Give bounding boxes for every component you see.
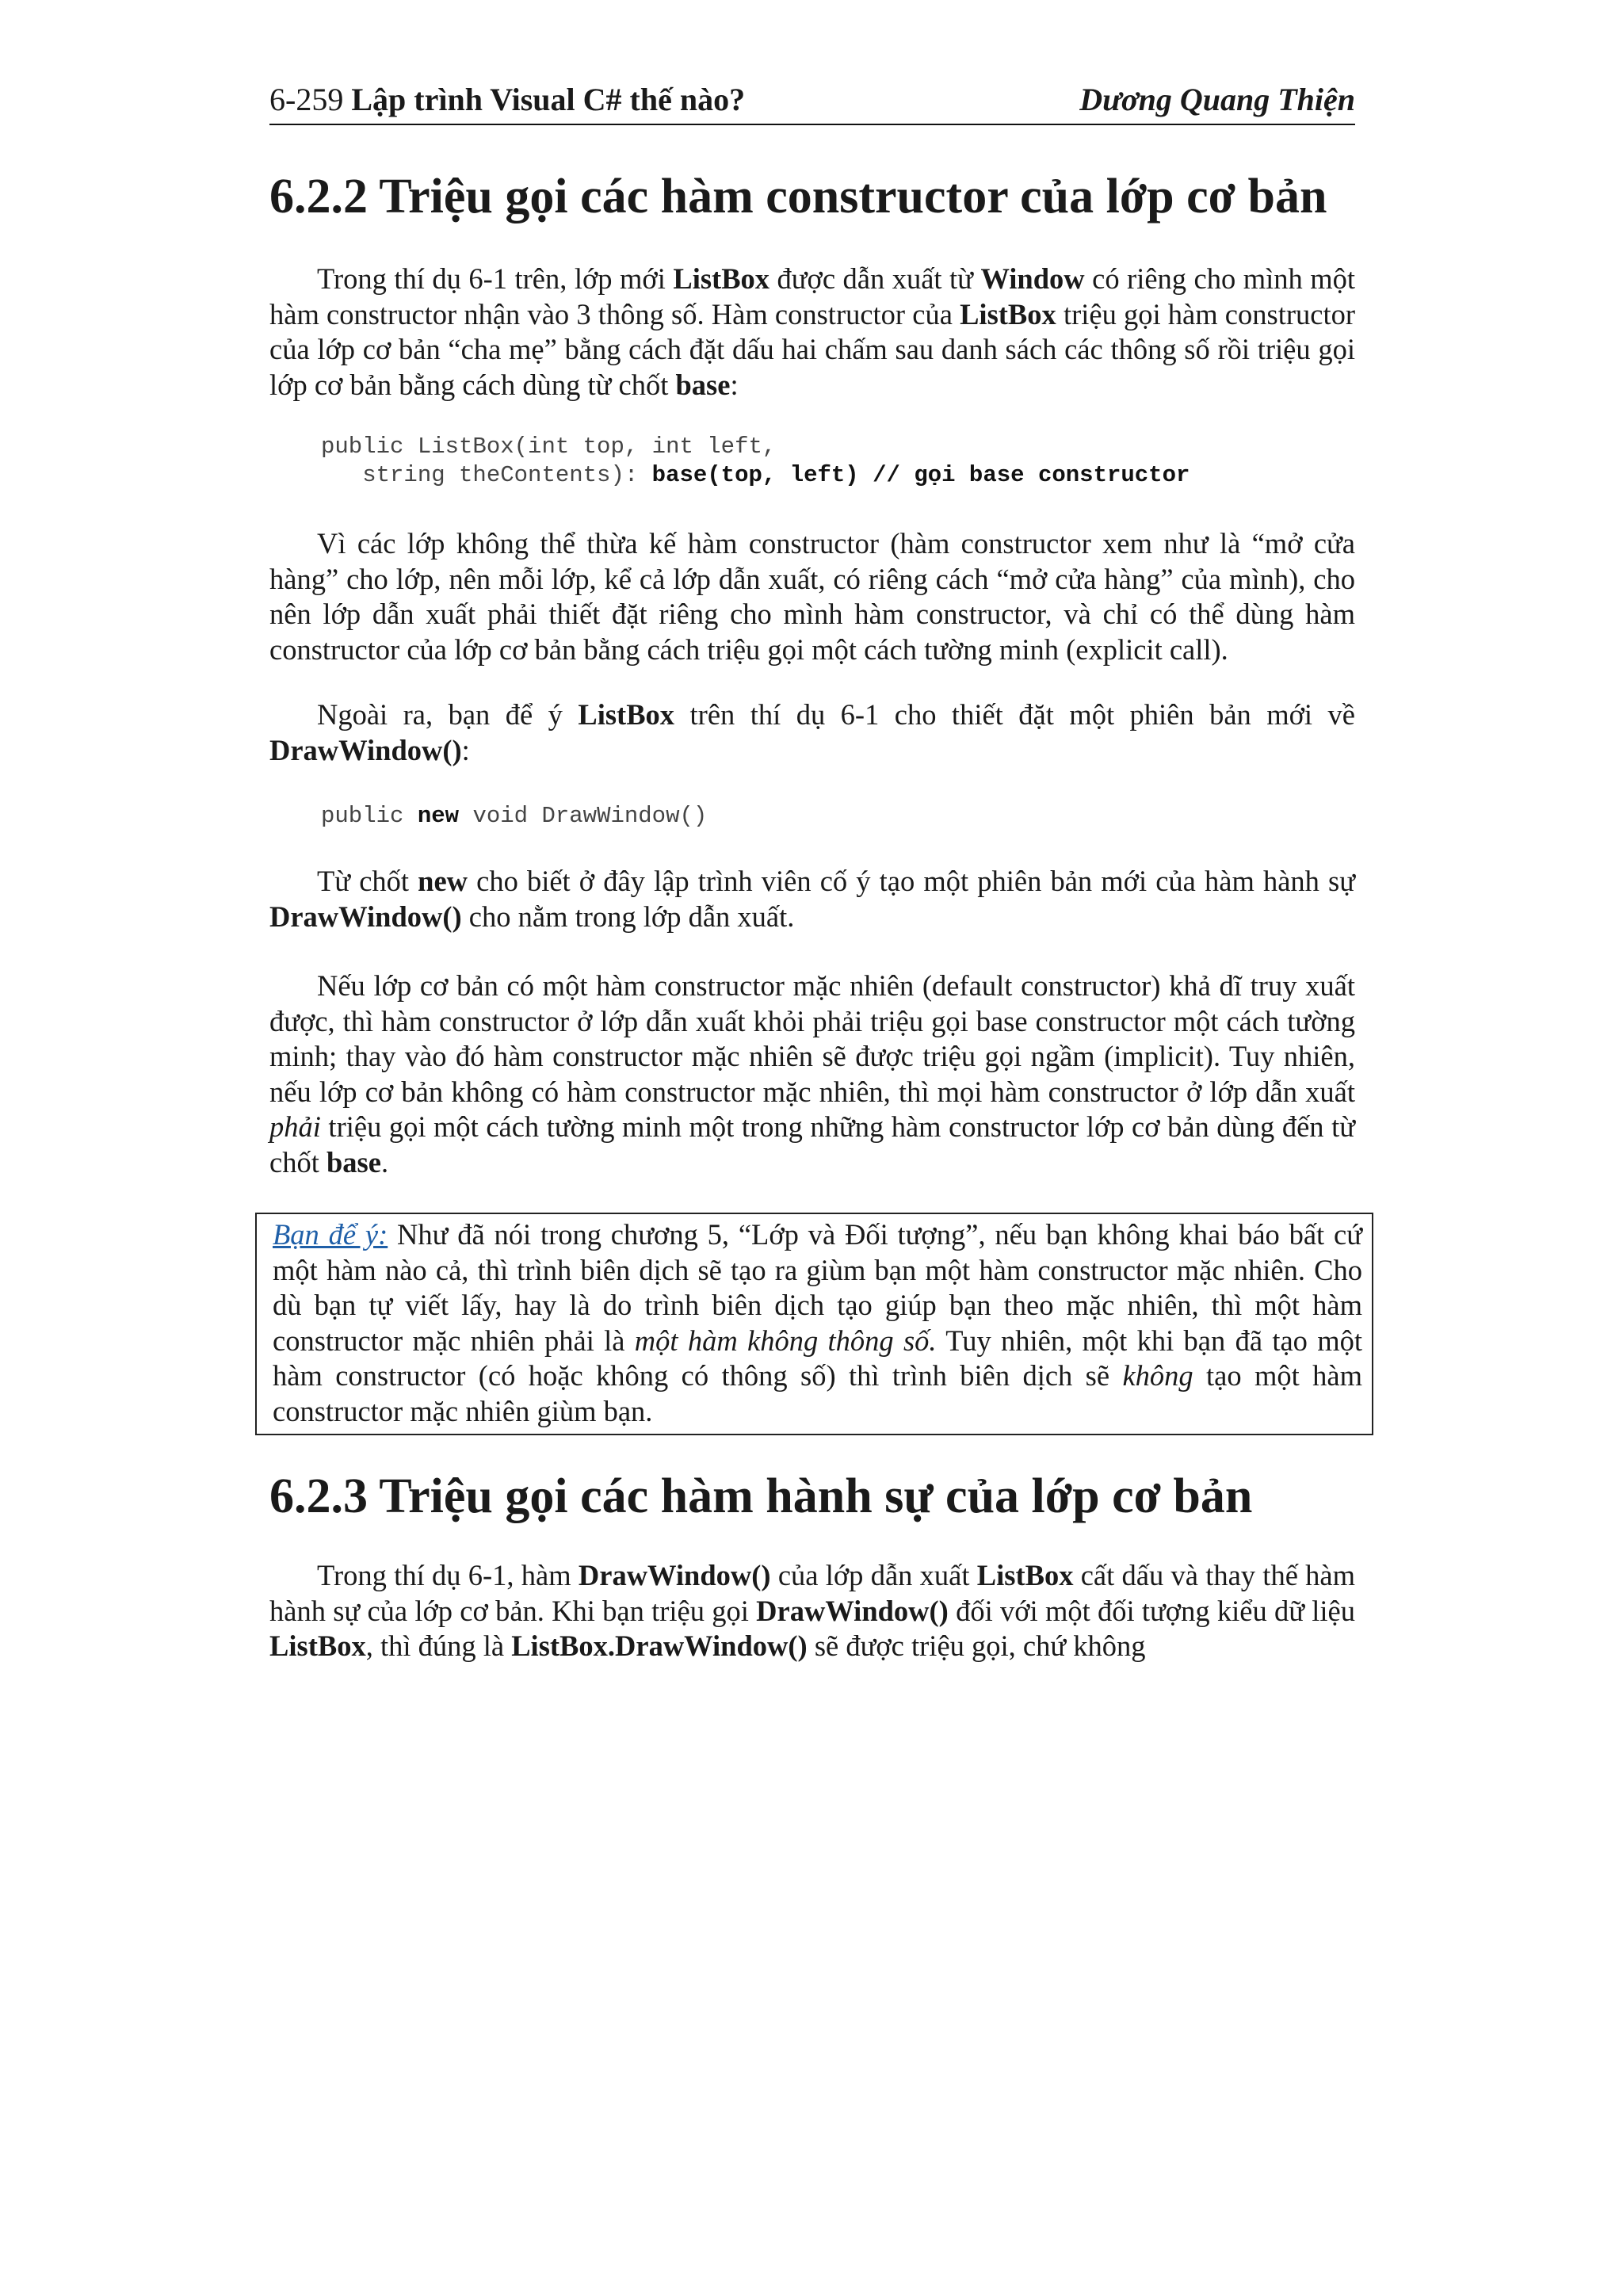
code-line: public ListBox(int top, int left, xyxy=(321,434,777,460)
code-line: string theContents): xyxy=(321,462,652,488)
note-label: Bạn để ý: xyxy=(273,1218,388,1251)
paragraph-3: Ngoài ra, bạn để ý ListBox trên thí dụ 6-1 cho thiết đặt một phiên bản mới về DrawWindow(): xyxy=(269,698,1355,766)
page-number: 6-259 xyxy=(269,82,344,117)
paragraph-6: Trong thí dụ 6-1, hàm DrawWindow() của lớp dẫn xuất ListBox cất dấu và thay thế hàm hành sự của lớp cơ bản. Khi bạn triệu gọi DrawWindow() đối với một đối tượng kiểu dữ liệu ListBox, thì đúng là ListBox.DrawWindow() sẽ được triệu gọi, chứ không xyxy=(269,1559,1356,1662)
header-left xyxy=(269,76,745,124)
page-header xyxy=(269,76,1355,124)
paragraph-2: Vì các lớp không thể thừa kế hàm constructor (hàm constructor xem như là “mở cửa hàng” cho lớp, nên mỗi lớp, kể cả lớp dẫn xuất, có riêng cách “mở cửa hàng” của mình), cho nên lớp dẫn xuất phải thiết đặt riêng cho mình hàm constructor, và chỉ có thể dùng hàm constructor của lớp cơ bản bằng cách triệu gọi một cách tường minh (explicit call). xyxy=(269,527,1355,666)
code-line-bold: base(top, left) // gọi base constructor xyxy=(651,462,1190,488)
paragraph-1: Trong thí dụ 6-1 trên, lớp mới ListBox được dẫn xuất từ Window có riêng cho mình một hàm constructor nhận vào 3 thông số. Hàm constructor của ListBox triệu gọi hàm constructor của lớp cơ bản “cha mẹ” bằng cách đặt dấu hai chấm sau danh sách các thông số rồi triệu gọi lớp cơ bản bằng cách dùng từ chốt base: xyxy=(269,262,1355,401)
paragraph-4: Từ chốt new cho biết ở đây lập trình viên cố ý tạo một phiên bản mới của hàm hành sự DrawWindow() cho nằm trong lớp dẫn xuất. xyxy=(269,865,1356,933)
paragraph-5: Nếu lớp cơ bản có một hàm constructor mặc nhiên (default constructor) khả dĩ truy xuất được, thì hàm constructor ở lớp dẫn xuất khỏi phải triệu gọi base constructor một cách tường minh; thay vào đó hàm constructor mặc nhiên sẽ được triệu gọi ngầm (implicit). Tuy nhiên, nếu lớp cơ bản không có hàm constructor mặc nhiên, thì mọi hàm constructor ở lớp dẫn xuất phải triệu gọi một cách tường minh một trong những hàm constructor lớp cơ bản dùng đến từ chốt base. xyxy=(269,969,1355,1179)
section-heading-6-2-2: 6.2.2 Triệu gọi các hàm constructor của lớp cơ bản xyxy=(269,170,1327,223)
header-divider xyxy=(269,124,1355,125)
book-title: Lập trình Visual C# thế nào? xyxy=(351,82,746,117)
note-box: Bạn để ý: Như đã nói trong chương 5, “Lớp và Đối tượng”, nếu bạn không khai báo bất cứ một hàm nào cả, thì trình biên dịch sẽ tạo ra giùm bạn một hàm constructor mặc nhiên. Cho dù bạn tự viết lấy, hay là do trình biên dịch tạo giúp bạn theo mặc nhiên, thì một hàm constructor mặc nhiên phải là một hàm không thông số. Tuy nhiên, một khi bạn đã tạo một hàm constructor (có hoặc không có thông số) thì trình biên dịch sẽ không tạo một hàm constructor mặc nhiên giùm bạn. xyxy=(255,1213,1373,1435)
code-block-constructor xyxy=(321,433,1190,490)
section-heading-6-2-3: 6.2.3 Triệu gọi các hàm hành sự của lớp cơ bản xyxy=(269,1469,1253,1523)
code-block-drawwindow: public new void DrawWindow() xyxy=(321,803,708,829)
author-name: Dương Quang Thiện xyxy=(1079,82,1355,117)
